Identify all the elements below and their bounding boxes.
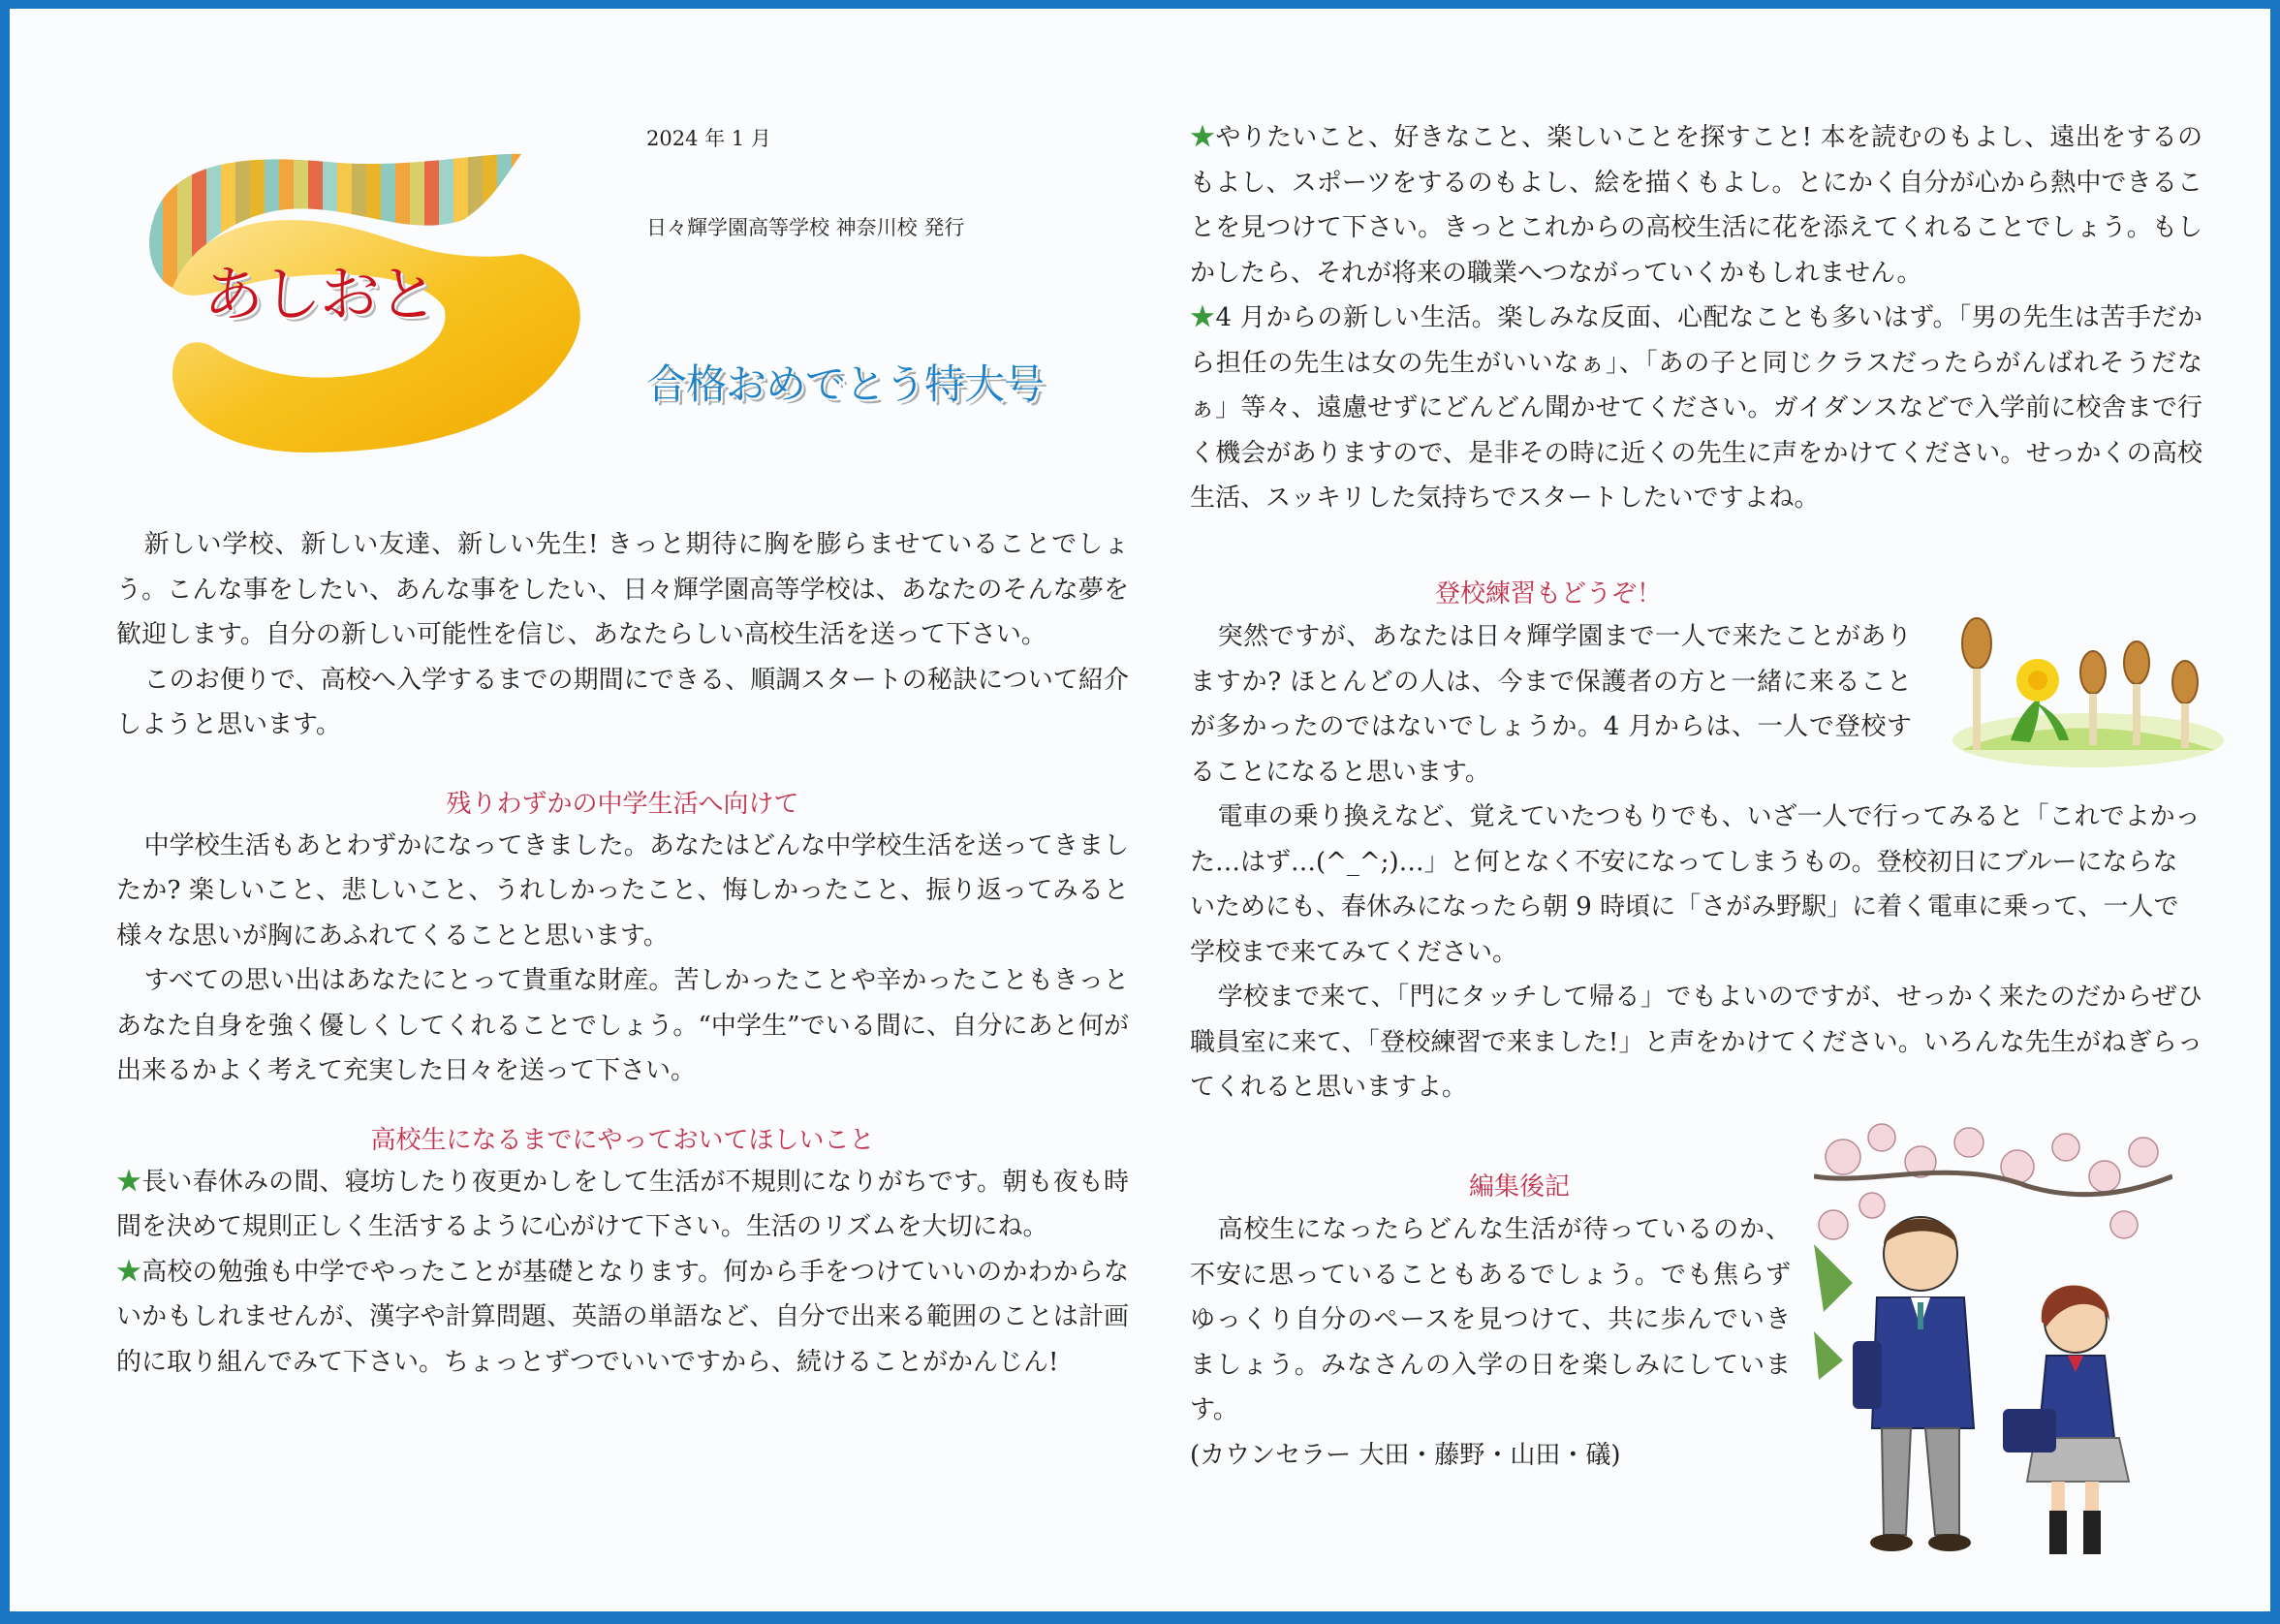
- issue-date: 2024 年 1 月: [646, 127, 771, 150]
- commute-paragraph-2: 電車の乗り換えなど、覚えていたつもりでも、いざ一人で行ってみると「これでよかった…はず…(^_^;)…」と何となく不安になってしまうもの。登校初日にブルーにならないためにも、春休みになったら朝 9 時頃に「さがみ野駅」に着く電車に乗って、一人で学校まで来てみてください。: [1190, 802, 2201, 967]
- commute-paragraph-1: 突然ですが、あなたは日々輝学園まで一人で来たことがありますか? ほとんどの人は、今まで保護者の方と一緒に来ることが多かったのではないでしょうか。4 月からは、一人で登校することになると思います。: [1190, 622, 1912, 787]
- section-heading-junior-high: 残りわずかの中学生活へ向けて: [446, 789, 799, 819]
- section-heading-editors-note: 編集後記: [1468, 1172, 1570, 1202]
- commute-continued: [1190, 795, 2202, 1110]
- todo-item-4-text: 4 月からの新しい生活。楽しみな反面、心配なことも多いはず。「男の先生は苦手だから担任の先生は女の先生がいいなぁ」、「あの子と同じクラスだったらがんばれそうだなぁ」等々、遠慮せずにどんどん聞かせてください。ガイダンスなどで入学前に校舎まで行く機会がありますので、是非その時に近くの先生に声をかけてください。せっかくの高校生活、スッキリした気持ちでスタートしたいですよね。: [1190, 303, 2202, 513]
- section-heading-before-high-school: 高校生になるまでにやっておいてほしいこと: [370, 1125, 875, 1155]
- junior-high-paragraph-1: 中学校生活もあとわずかになってきました。あなたはどんな中学校生活を送ってきましたか? 楽しいこと、悲しいこと、うれしかったこと、悔しかったこと、振り返ってみると様々な思いが胸にあふれてくることと思います。: [116, 830, 1129, 951]
- todo-item-1: [116, 1160, 1129, 1250]
- todo-item-2-text: 高校の勉強も中学でやったことが基礎となります。何から手をつけていいのかわからないかもしれませんが、漢字や計算問題、英語の単語など、自分で出来る範囲のことは計画的に取り組んでみて下さい。ちょっとずつでいいですから、続けることがかんじん!: [116, 1257, 1129, 1377]
- todo-item-2: [116, 1250, 1129, 1386]
- intro-paragraph-2: このお便りで、高校へ入学するまでの期間にできる、順調スタートの秘訣について紹介しようと思います。: [116, 665, 1129, 739]
- star-icon: ★: [116, 1167, 142, 1197]
- commute-paragraph-3: 学校まで来て、「門にタッチして帰る」でもよいのですが、せっかく来たのだからぜひ職員室に来て、「登校練習で来ました!」と声をかけてください。いろんな先生がねぎらってくれると思いますよ。: [1190, 983, 2202, 1102]
- star-icon: ★: [1190, 123, 1216, 152]
- editors-note: [1190, 1207, 1791, 1478]
- publisher: 日々輝学園高等学校 神奈川校 発行: [646, 216, 965, 239]
- newsletter-page: [10, 9, 2270, 1611]
- todo-item-1-text: 長い春休みの間、寝坊したり夜更かしをして生活が不規則になりがちです。朝も夜も時間を決めて規則正しく生活するように心がけて下さい。生活のリズムを大切にね。: [116, 1167, 1129, 1241]
- section-heading-commute-practice: 登校練習もどうぞ！: [1434, 579, 1662, 609]
- right-column: [1190, 115, 2202, 521]
- todo-item-4: [1190, 296, 2202, 521]
- students-cherry-blossom-illustration: [1814, 1118, 2172, 1574]
- special-issue-title: 合格おめでとう特大号: [646, 360, 1045, 408]
- todo-item-3: [1190, 115, 2202, 296]
- editors-note-paragraph: 高校生になったらどんな生活が待っているのか、不安に思っていることもあるでしょう。でも焦らずゆっくり自分のペースを見つけて、共に歩んでいきましょう。みなさんの入学の日を楽しみにしています。: [1190, 1215, 1791, 1424]
- junior-high-paragraph-2: すべての思い出はあなたにとって貴重な財産。苦しかったことや辛かったこともきっとあなた自身を強く優しくしてくれることでしょう。“中学生”でいる間に、自分にあと何が出来るかよく考えて充実した日々を送って下さい。: [116, 966, 1129, 1085]
- left-column: [116, 522, 1129, 1385]
- todo-item-3-text: やりたいこと、好きなこと、楽しいことを探すこと! 本を読むのもよし、遠出をするのもよし、スポーツをするのもよし、絵を描くもよし。とにかく自分が心から熱中できることを見つけて下さい。きっとこれからの高校生活に花を添えてくれることでしょう。もしかしたら、それが将来の職業へつながっていくかもしれません。: [1190, 123, 2202, 288]
- star-icon: ★: [116, 1257, 142, 1287]
- logo-title: あしおと: [203, 259, 437, 329]
- intro-paragraph-1: 新しい学校、新しい友達、新しい先生! きっと期待に胸を膨らませていることでしょう。こんな事をしたい、あんな事をしたい、日々輝学園高等学校は、あなたのそんな夢を歓迎します。自分の新しい可能性を信じ、あなたらしい高校生活を送って下さい。: [116, 530, 1129, 649]
- editors-note-signature: (カウンセラー 大田・藤野・山田・礒): [1190, 1440, 1621, 1470]
- dandelion-horsetail-illustration: [1943, 605, 2224, 769]
- commute-intro: [1190, 614, 1912, 795]
- star-icon: ★: [1190, 303, 1216, 332]
